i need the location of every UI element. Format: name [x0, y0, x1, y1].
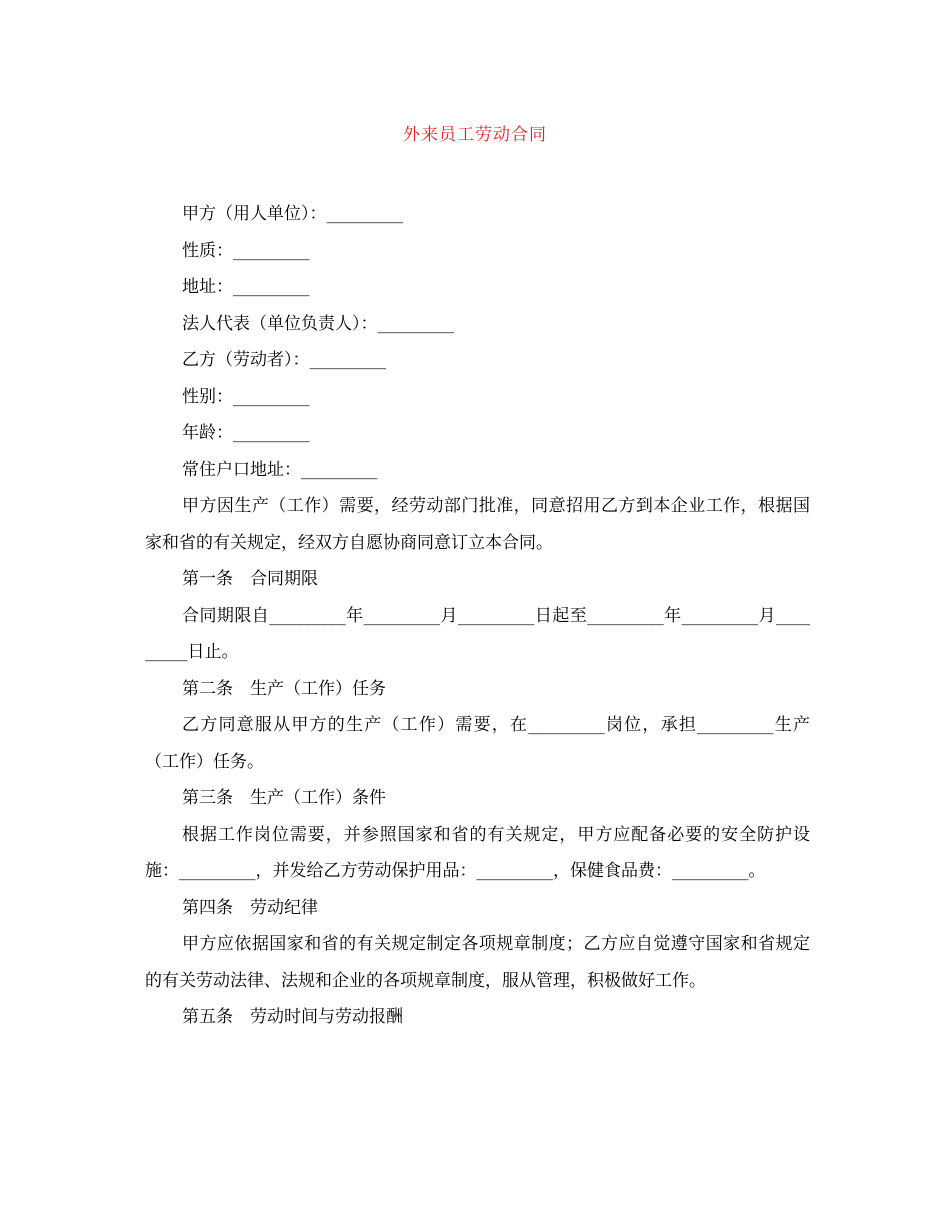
article-2-heading: 第二条 生产（工作）任务 — [182, 678, 386, 699]
field-age: 年龄：_________ — [182, 423, 310, 443]
article-2-text: 乙方同意服从甲方的生产（工作）需要，在_________岗位，承担_________生产（工作）任务。 — [145, 715, 810, 772]
field-party-a: 甲方（用人单位）：_________ — [182, 204, 403, 224]
article-1-heading: 第一条 合同期限 — [182, 569, 318, 589]
document-title: 外来员工劳动合同 — [403, 125, 547, 145]
article-3-heading: 第三条 生产（工作）条件 — [182, 788, 386, 808]
document-body — [145, 196, 810, 1036]
field-address: 地址：_________ — [182, 277, 310, 297]
intro-paragraph: 甲方因生产（工作）需要，经劳动部门批准，同意招用乙方到本企业工作，根据国家和省的有关规定，经双方自愿协商同意订立本合同。 — [145, 496, 810, 553]
field-party-b: 乙方（劳动者）：_________ — [182, 350, 386, 370]
field-residence-address: 常住户口地址：_________ — [182, 459, 378, 480]
article-5-heading: 第五条 劳动时间与劳动报酬 — [182, 1007, 403, 1027]
article-3-text: 根据工作岗位需要，并参照国家和省的有关规定，甲方应配备必要的安全防护设施：_________，并发给乙方劳动保护用品：_________，保健食品费：_________。 — [145, 824, 810, 881]
field-gender: 性别：_________ — [182, 386, 310, 407]
field-legal-representative: 法人代表（单位负责人）：_________ — [182, 313, 454, 334]
article-1-text: 合同期限自_________年_________月_________日起至_________年_________月_________日止。 — [145, 605, 810, 662]
field-nature: 性质：_________ — [182, 240, 310, 261]
article-4-text: 甲方应依据国家和省的有关规定制定各项规章制度；乙方应自觉遵守国家和省规定的有关劳动法律、法规和企业的各项规章制度，服从管理，积极做好工作。 — [145, 934, 810, 991]
article-4-heading: 第四条 劳动纪律 — [182, 897, 318, 918]
